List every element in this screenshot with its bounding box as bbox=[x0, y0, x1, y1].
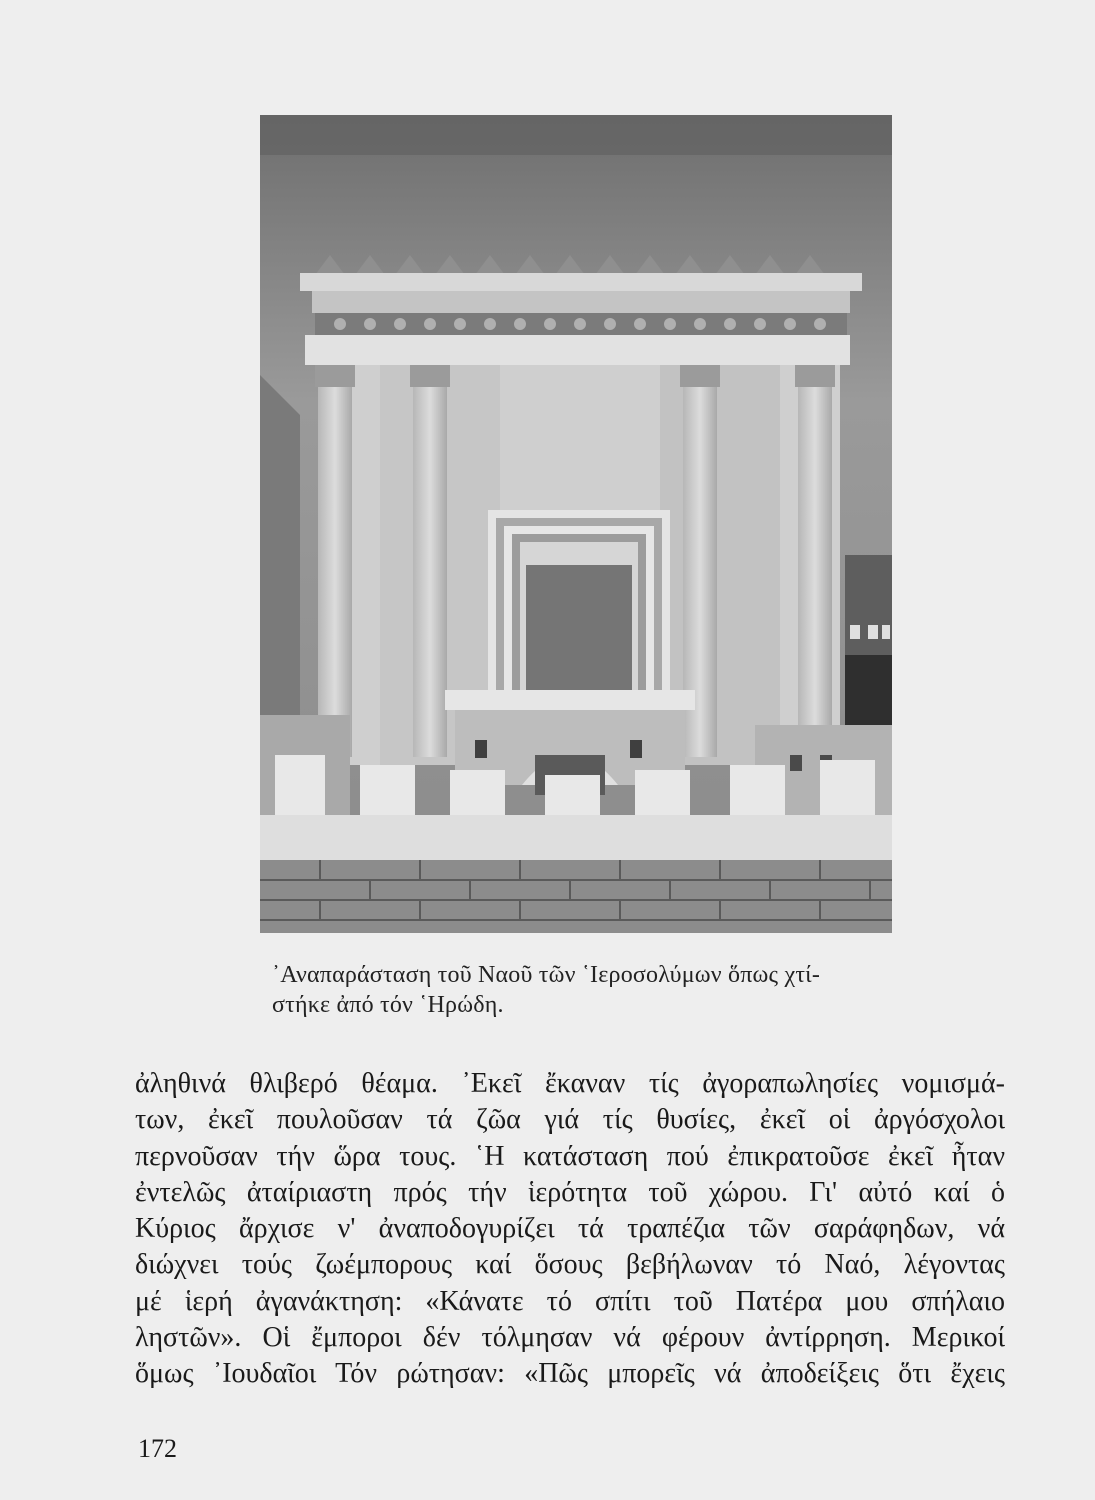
text-line: ληστῶν». Οἱ ἔμποροι δέν τόλμησαν νά φέρουν ἀντίρρηση. Μερικοί bbox=[135, 1322, 1005, 1354]
temple-photo-icon bbox=[260, 115, 892, 933]
text-line: μέ ἱερή ἀγανάκτηση: «Κάνατε τό σπίτι τοῦ Πατέρα μου σπήλαιο bbox=[135, 1285, 1005, 1317]
text-line: ἀληθινά θλιβερό θέαμα. ᾿Εκεῖ ἔκαναν τίς ἀγοραπωλησίες νομισμά- bbox=[135, 1068, 1005, 1099]
caption-line-2: στήκε ἀπό τόν ῾Ηρώδη. bbox=[272, 992, 504, 1018]
caption-line-1: ᾿Αναπαράσταση τοῦ Ναοῦ τῶν ῾Ιεροσολύμων ὅπως χτί- bbox=[272, 962, 821, 988]
text-line: ἐντελῶς ἀταίριαστη πρός τήν ἱερότητα τοῦ χώρου. Γι' αὐτό καί ὁ bbox=[135, 1176, 1005, 1208]
text-line: Κύριος ἄρχισε ν' ἀναποδογυρίζει τά τραπέζια τῶν σαράφηδων, νά bbox=[135, 1213, 1005, 1245]
page-number: 172 bbox=[138, 1434, 177, 1463]
text-line: περνοῦσαν τήν ὥρα τους. ῾Η κατάσταση πού ἐπικρατοῦσε ἐκεῖ ἦταν bbox=[135, 1140, 1005, 1172]
text-line: των, ἐκεῖ πουλοῦσαν τά ζῶα γιά τίς θυσίες, ἐκεῖ οἱ ἀργόσχολοι bbox=[135, 1104, 1005, 1136]
figure-caption bbox=[272, 960, 912, 1020]
body-paragraph bbox=[135, 1066, 1005, 1393]
temple-photo bbox=[260, 115, 892, 933]
text-line: ὅμως ᾿Ιουδαῖοι Τόν ρώτησαν: «Πῶς μπορεῖς νά ἀποδείξεις ὅτι ἔχεις bbox=[135, 1358, 1005, 1390]
text-line: διώχνει τούς ζωέμπορους καί ὅσους βεβήλωναν τό Ναό, λέγοντας bbox=[135, 1249, 1005, 1281]
